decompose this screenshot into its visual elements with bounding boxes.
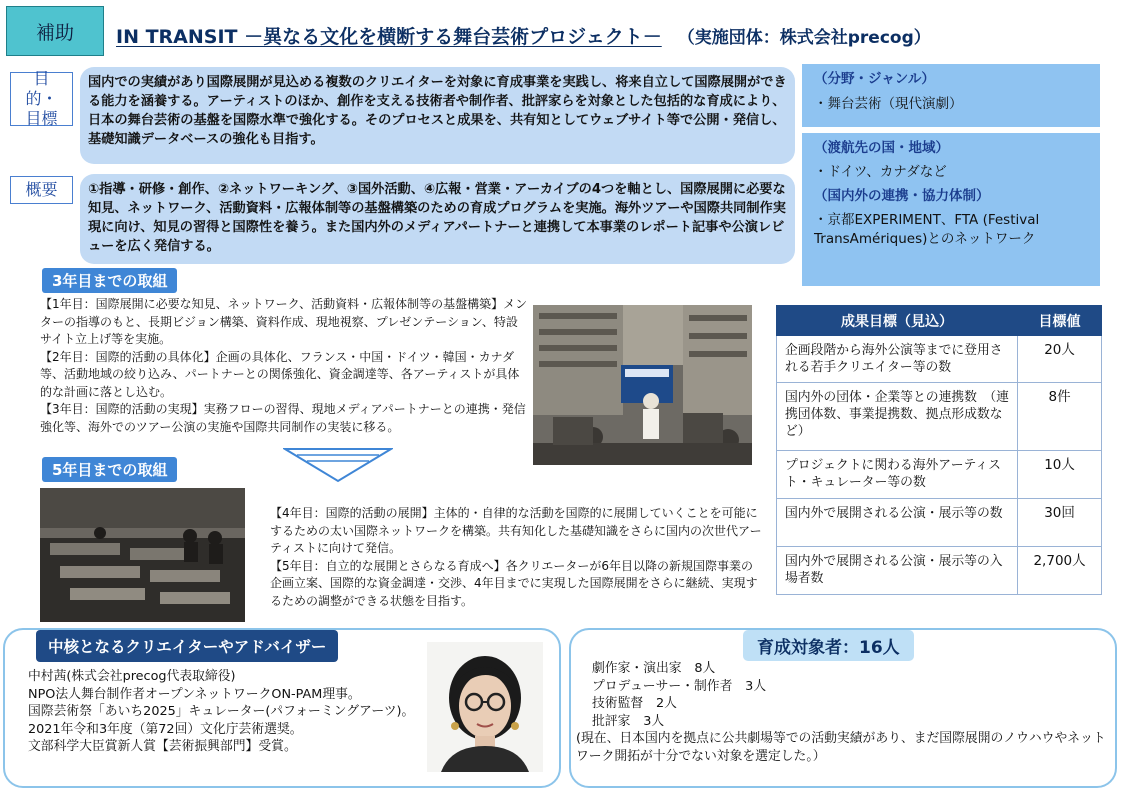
trainees-note: (現在、日本国内を拠点に公共劇場等での活動実績があり、まだ国際展開のノウハウやネットワーク開拓が十分でない対象を選定した。） (576, 731, 1106, 764)
year3-paragraph: 【1年目：国際展開に必要な知見、ネットワーク、活動資料・広報体制等の基盤構築】メンターの指導のもと、長期ビジョン構築、資料作成、現地視察、プレゼンテーション、特設サイト立上げ等を実施。 (40, 297, 528, 346)
advisor-line: 国際芸術祭「あいち2025」キュレーター(パフォーミングアーツ)。2021年令和3年度（第72回）文化庁芸術選奨。 (28, 704, 415, 737)
year3-heading: 3年目までの取組 (42, 268, 177, 293)
workshop-photo-image (533, 305, 752, 465)
table-row (777, 336, 1102, 383)
table-row (777, 451, 1102, 499)
list-item: 批評家 3人 (592, 713, 665, 729)
table-row (777, 383, 1102, 451)
year5-text (270, 505, 762, 610)
advisor-line: 文部科学大臣賞新人賞【芸術振興部門】受賞。 (28, 739, 297, 754)
project-title: IN TRANSIT －異なる文化を横断する舞台芸術プロジェクト－ (116, 26, 662, 48)
workshop-photo (533, 305, 752, 465)
advisor-portrait (427, 642, 543, 772)
table-row (777, 499, 1102, 547)
advisor-heading: 中核となるクリエイターやアドバイザー (36, 630, 338, 662)
goal-value: 8件 (1018, 383, 1102, 451)
theater-photo (40, 488, 245, 622)
table-row (777, 547, 1102, 595)
advisor-portrait-image (427, 642, 543, 772)
down-arrow-icon (283, 447, 393, 483)
theater-photo-image (40, 488, 245, 622)
goal-label: 国内外の団体・企業等との連携数 （連携団体数、事業提携数、拠点形成数など） (777, 383, 1018, 451)
goal-value: 30回 (1018, 499, 1102, 547)
trainees-heading: 育成対象者：16人 (743, 630, 914, 661)
purpose-panel (80, 67, 795, 164)
year5-heading: 5年目までの取組 (42, 457, 177, 482)
advisor-line: 中村茜(株式会社precog代表取締役) (28, 669, 236, 684)
page-title (116, 22, 931, 49)
year3-text (40, 296, 528, 436)
trainees-list (590, 660, 1110, 730)
goal-label: 企画段階から海外公演等までに登用される若手クリエイター等の数 (777, 336, 1018, 383)
goal-label: プロジェクトに関わる海外アーティスト・キュレーター等の数 (777, 451, 1018, 499)
genre-value: ・舞台芸術（現代演劇） (814, 96, 963, 112)
partners-heading: （国内外の連携・協力体制） (814, 188, 990, 204)
goals-value-header: 目標値 (1018, 306, 1102, 336)
destination-box (802, 133, 1100, 286)
purpose-label: 目的・目標 (10, 72, 73, 126)
overview-panel (80, 174, 795, 264)
year3-paragraph: 【2年目：国際的活動の具体化】企画の具体化、フランス・中国・ドイツ・韓国・カナダ等、活動地域の絞り込み、パートナーとの関係強化、資金調達等、各アーティストが具体的な計画に落とし込む。 (40, 349, 520, 399)
partners-value: ・京都EXPERIMENT、FTA (Festival TransAmériques)とのネットワーク (814, 212, 1040, 247)
list-item: 劇作家・演出家 8人 (592, 661, 716, 676)
goals-table-header (777, 306, 1102, 336)
genre-box (802, 64, 1100, 127)
destination-heading: （渡航先の国・地域） (814, 140, 949, 156)
destination-value: ・ドイツ、カナダなど (814, 164, 947, 180)
goals-table (776, 305, 1102, 595)
goals-col-header: 成果目標（見込） (777, 306, 1018, 336)
genre-heading: （分野・ジャンル） (814, 71, 935, 87)
section-tag-label: 補助 (35, 21, 74, 44)
list-item: プロデューサー・制作者 3人 (592, 678, 767, 694)
goal-label: 国内外で展開される公演・展示等の入場者数 (777, 547, 1018, 595)
goal-value: 20人 (1018, 336, 1102, 383)
list-item: 技術監督 2人 (592, 696, 677, 711)
overview-text: ①指導・研修・創作、②ネットワーキング、③国外活動、④広報・営業・アーカイブの4つを軸とし、国際展開に必要な知見、ネットワーク、活動資料・広報体制等の基盤構築のための育成プログラムを実施。海外ツアーや国際共同制作実現に向け、知見の習得と国際性を養う。また国内外のメディアパートナーと連携して本事業のレポート記事や公演レビューを広く発信する。 (88, 182, 786, 254)
purpose-text: 国内での実績があり国際展開が見込める複数のクリエイターを対象に育成事業を実践し、将来自立して国際展開ができる能力を涵養する。アーティストのほか、創作を支える技術者や制作者、批評家らを対象とした包括的な育成により、日本の舞台芸術の基盤を国際水準で強化する。そのプロセスと成果を、共有知としてウェブサイト等で公開・発信し、基礎知識データベースの強化も目指す。 (88, 75, 787, 147)
advisor-line: NPO法人舞台制作者オープンネットワークON-PAM理事。 (28, 686, 361, 702)
year5-paragraph: 【4年目：国際的活動の展開】主体的・自律的な活動を国際的に展開していくことを可能にするための太い国際ネットワークを構築。共有知化した基礎知識をさらに国内の次世代アーティストに向けて発信。 (270, 506, 762, 555)
overview-label: 概要 (10, 176, 73, 204)
section-tag (6, 6, 104, 56)
organization: （実施団体：株式会社precog） (677, 28, 931, 48)
goal-value: 2,700人 (1018, 547, 1102, 595)
year5-paragraph: 【5年目：自立的な展開とさらなる育成へ】各クリエーターが6年目以降の新規国際事業の企画立案、国際的な資金調達・交渉、4年目までに実現した国際展開をさらに継続、実現するための調整ができる状態を目指す。 (270, 558, 758, 608)
year3-paragraph: 【3年目：国際的活動の実現】実務フローの習得、現地メディアパートナーとの連携・発信強化等、海外でのツアー公演の実施や国際共同制作の実装に移る。 (40, 402, 526, 434)
goal-label: 国内外で展開される公演・展示等の数 (777, 499, 1018, 547)
goal-value: 10人 (1018, 451, 1102, 499)
advisor-text (28, 668, 428, 756)
